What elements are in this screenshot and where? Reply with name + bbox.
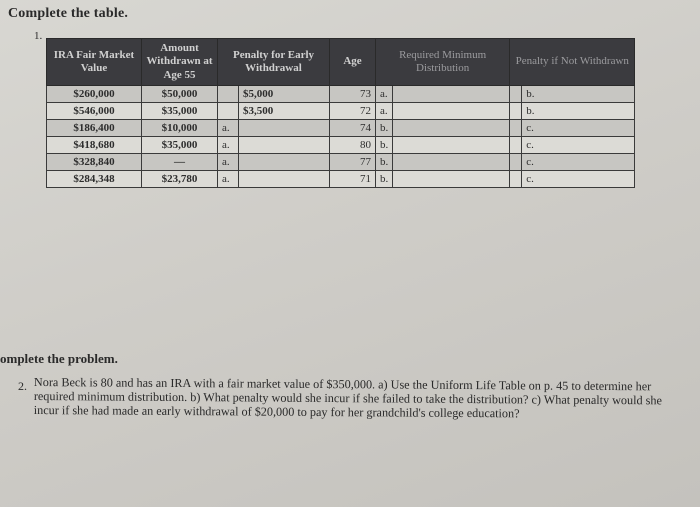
cell-age: 73 [330, 86, 376, 103]
problem-number-1: 1. [34, 30, 43, 42]
header-amount-withdrawn: Amount Withdrawn at Age 55 [142, 39, 218, 86]
cell-not-withdrawn-letter: c. [522, 171, 635, 188]
cell-not-withdrawn-letter: c. [522, 137, 635, 154]
table-row [47, 103, 635, 120]
cell-rmd-answer [393, 103, 510, 120]
cell-rmd-answer [393, 171, 510, 188]
cell-penalty [239, 137, 330, 154]
cell-age: 77 [330, 154, 376, 171]
cell-withdrawn: $50,000 [142, 86, 218, 103]
cell-withdrawn: — [142, 154, 218, 171]
cell-not-withdrawn-letter: c. [522, 154, 635, 171]
table-row [47, 154, 635, 171]
header-fair-market-value: IRA Fair Market Value [47, 39, 142, 86]
cell-not-withdrawn-letter: c. [522, 120, 635, 137]
cell-penalty [239, 120, 330, 137]
cell-rmd-answer [393, 86, 510, 103]
cell-penalty-letter: a. [218, 154, 239, 171]
cell-rmd-answer [393, 120, 510, 137]
cell-fmv: $546,000 [47, 103, 142, 120]
table-header-row [47, 39, 635, 86]
cell-penalty-letter: a. [218, 137, 239, 154]
cell-spacer [510, 171, 522, 188]
cell-withdrawn: $23,780 [142, 171, 218, 188]
cell-rmd-letter: b. [376, 137, 393, 154]
table-row [47, 120, 635, 137]
cell-rmd-letter: b. [376, 154, 393, 171]
cell-withdrawn: $35,000 [142, 103, 218, 120]
cell-withdrawn: $10,000 [142, 120, 218, 137]
cell-withdrawn: $35,000 [142, 137, 218, 154]
header-penalty-not-withdrawn: Penalty if Not Withdrawn [510, 39, 635, 86]
cell-rmd-letter: b. [376, 120, 393, 137]
cell-fmv: $418,680 [47, 137, 142, 154]
cell-rmd-letter: a. [376, 103, 393, 120]
header-age: Age [330, 39, 376, 86]
cell-penalty-letter: a. [218, 171, 239, 188]
cell-rmd-letter: a. [376, 86, 393, 103]
cell-fmv: $186,400 [47, 120, 142, 137]
table-row [47, 86, 635, 103]
problem-number-2: 2. [18, 379, 27, 393]
section-heading-complete-table: Complete the table. [8, 6, 129, 21]
cell-spacer [510, 154, 522, 171]
table-row [47, 137, 635, 154]
cell-age: 72 [330, 103, 376, 120]
cell-penalty: $3,500 [239, 103, 330, 120]
cell-penalty: $5,000 [239, 86, 330, 103]
cell-rmd-answer [393, 137, 510, 154]
cell-penalty [239, 171, 330, 188]
problem-text: Nora Beck is 80 and has an IRA with a fair market value of $350,000. a) Use the Uniform Life Table on p. 45 to determine her required minimum distribution. b) What penalty would she incur if she failed to take the distribution? c) What penalty would she incur if she had made an early withdrawal of $20,000 to pay for her grandchild's college education? [33, 375, 662, 420]
cell-penalty-letter: a. [218, 120, 239, 137]
cell-not-withdrawn-letter: b. [522, 86, 635, 103]
cell-rmd-letter: b. [376, 171, 393, 188]
cell-fmv: $284,348 [47, 171, 142, 188]
ira-table [46, 38, 635, 188]
section-heading-complete-problem: omplete the problem. [0, 351, 118, 366]
cell-spacer [510, 137, 522, 154]
header-penalty-early: Penalty for Early Withdrawal [218, 39, 330, 86]
cell-not-withdrawn-letter: b. [522, 103, 635, 120]
cell-fmv: $328,840 [47, 154, 142, 171]
cell-fmv: $260,000 [47, 86, 142, 103]
cell-spacer [510, 120, 522, 137]
cell-age: 71 [330, 171, 376, 188]
cell-age: 80 [330, 137, 376, 154]
table-row [47, 171, 635, 188]
cell-spacer [510, 86, 522, 103]
cell-penalty-letter [218, 103, 239, 120]
header-required-minimum: Required Minimum Distribution [376, 39, 510, 86]
cell-spacer [510, 103, 522, 120]
cell-rmd-answer [393, 154, 510, 171]
cell-penalty [239, 154, 330, 171]
cell-age: 74 [330, 120, 376, 137]
cell-penalty-letter [218, 86, 239, 103]
